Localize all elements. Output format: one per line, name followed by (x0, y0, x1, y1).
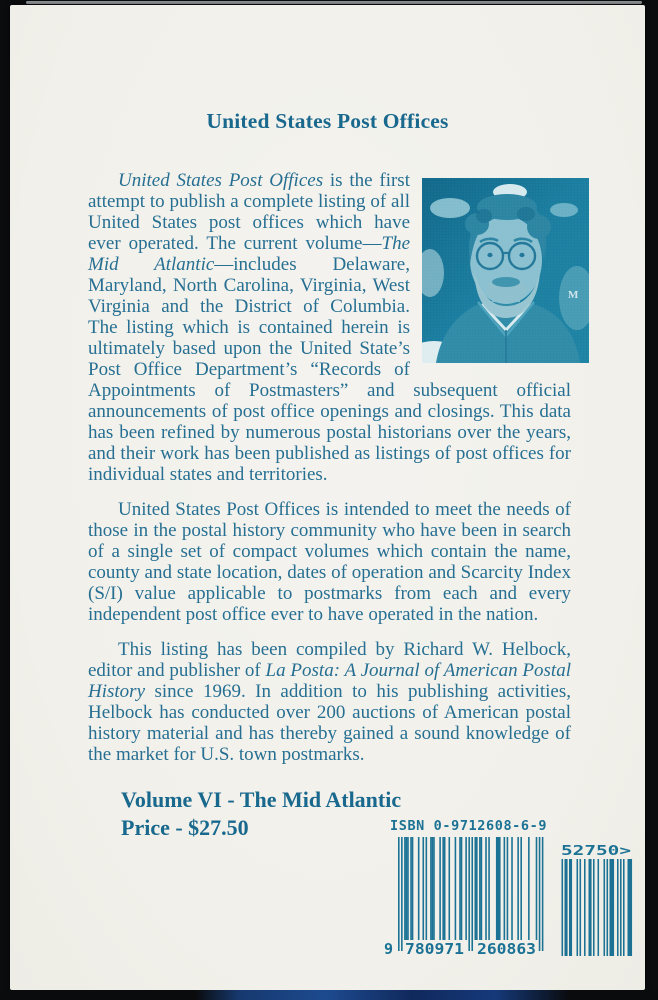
author-photo (422, 178, 589, 363)
adjacent-cover-peek (195, 990, 570, 1000)
edition-line: Volume VI - The Mid Atlantic (121, 787, 402, 812)
isbn-label: ISBN 0-9712608-6-9 (390, 818, 548, 834)
body-paragraph-1 (88, 170, 571, 485)
barcode-section (384, 818, 633, 956)
barcode-row (384, 837, 633, 956)
blurb-text-block (88, 170, 571, 779)
body-paragraph-2 (88, 499, 571, 625)
author-photo-illustration (422, 178, 589, 363)
scan-bottom-edge (0, 990, 658, 1000)
photo-halftone-overlay (422, 178, 589, 363)
price-line: Price - $27.50 (121, 815, 249, 840)
barcode-left-digits: 780971 (405, 940, 464, 956)
book-title: United States Post Offices (206, 109, 449, 133)
barcode-lead-digit: 9 (384, 940, 394, 956)
paragraph-1-text: United States Post Offices is the first attempt to publish a complete listing of all United States post offices which have ever operated. The current volume—The Mid Atlantic—includes Delaware, Maryland, North Carolina, Virginia, West Virginia and the District of Columbia. The listing which is contained herein is ultimately based upon the United State’s Post Office Department’s “Records of Appointments of Postmasters” and subsequent official announcements of post office openings and closings. This data has been refined by numerous postal historians over the years, and their work has been published as listings of post offices for individual states and territories. (88, 170, 571, 485)
edition-and-price (121, 786, 401, 842)
body-paragraph-3 (88, 639, 571, 765)
ean13-barcode (384, 837, 545, 956)
price-supplement-barcode (559, 844, 633, 956)
paragraph-2-text: United States Post Offices is intended to meet the needs of those in the postal history community who have been in search of a single set of compact volumes which contain the name, county and state location, dates of operation and Scarcity Index (S/I) value applicable to postmarks from each and every independent post office ever to have operated in the nation. (88, 499, 571, 625)
scan-page-edge-highlight (26, 1, 642, 4)
supplement-digits: 52750> (561, 844, 632, 859)
barcode-right-digits: 260863 (477, 940, 536, 956)
paragraph-3-text: This listing has been compiled by Richard W. Helbock, editor and publisher of La Posta: A Journal of American Postal History since 1969. In addition to his publishing activities, Helbock has conducted over 200 auctions of American postal history material and has thereby gained a sound knowledge of the market for U.S. town postmarks. (88, 639, 571, 765)
book-back-cover (10, 5, 645, 990)
